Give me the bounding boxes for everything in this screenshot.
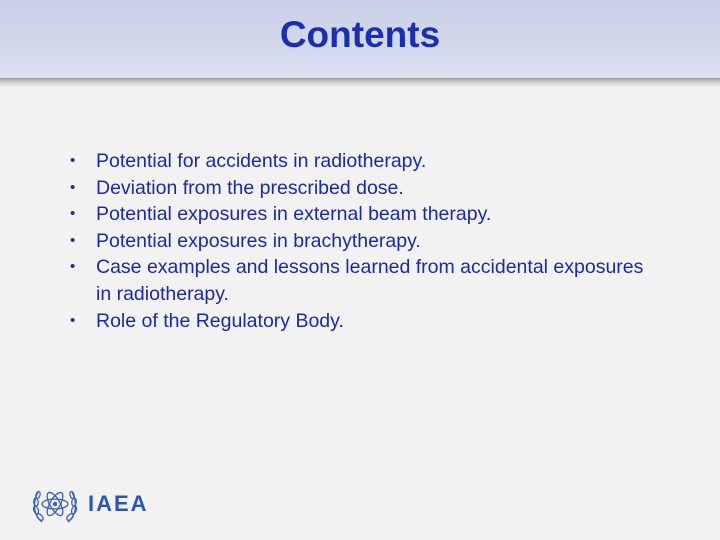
slide-title: Contents [279,14,441,55]
bullet-glyph: • [70,311,76,329]
bullet-text: Role of the Regulatory Body. [96,309,344,332]
bullet-item [58,175,658,202]
iaea-atom-laurel-icon [30,480,80,528]
bullet-glyph: • [70,152,76,169]
bullet-text: Deviation from the prescribed dose. [96,176,404,199]
iaea-logo-text: IAEA [88,491,149,516]
bullet-item [58,201,658,228]
bullet-item [58,148,658,175]
bullet-text: Case examples and lessons learned from accidental exposures in radiotherapy. [96,256,644,305]
bullet-text: Potential for accidents in radiotherapy. [96,150,427,172]
bullet-list [58,148,658,334]
bullet-item [58,228,658,255]
bullet-glyph: • [70,231,76,249]
iaea-logo [30,480,149,528]
bullet-glyph: • [70,258,76,276]
bullet-text: Potential exposures in brachytherapy. [96,229,421,252]
bullet-item [58,308,658,335]
bullet-text: Potential exposures in external beam therapy. [96,203,492,226]
bullet-item [58,254,658,307]
bullet-glyph: • [70,205,76,223]
title-divider [0,78,720,88]
bullet-glyph: • [70,178,76,196]
